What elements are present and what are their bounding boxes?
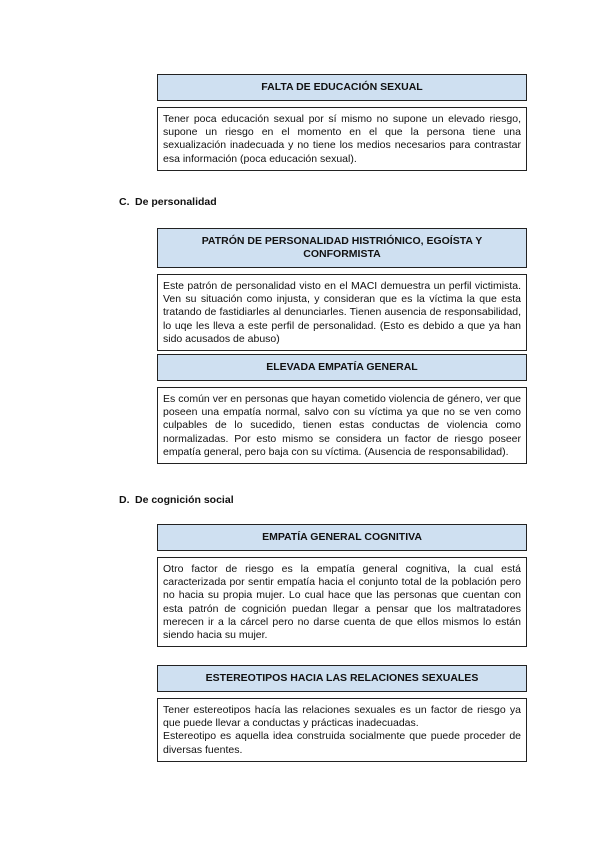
block-body: Tener poca educación sexual por sí mismo no supone un elevado riesgo, supone un riesgo en el momento en el que la persona tiene una sexualización inadecuada y no tiene los medios necesarios para contrastar esa información (poca educación sexual).: [157, 107, 527, 171]
block-header: EMPATÍA GENERAL COGNITIVA: [157, 524, 527, 551]
block-elevada-empatia: [157, 354, 527, 464]
block-header: ESTEREOTIPOS HACIA LAS RELACIONES SEXUALES: [157, 665, 527, 692]
section-letter: C.: [119, 196, 130, 208]
section-heading-d: [119, 494, 234, 506]
block-patron-personalidad: [157, 228, 527, 351]
body-paragraph-1: Tener estereotipos hacía las relaciones sexuales es un factor de riesgo ya que puede llevar a conductas y prácticas inadecuadas.: [163, 704, 521, 730]
block-header: PATRÓN DE PERSONALIDAD HISTRIÓNICO, EGOÍSTA Y CONFORMISTA: [157, 228, 527, 268]
block-header: FALTA DE EDUCACIÓN SEXUAL: [157, 74, 527, 101]
block-body: Otro factor de riesgo es la empatía general cognitiva, la cual está caracterizada por sentir empatía hacia el conjunto total de la población pero no hacia su propia mujer. Lo cual hace que las personas que cuentan con esta patrón de cognición puedan llegar a pensar que los maltratadores merecen ir a la cárcel pero no darse cuenta de que ellos mismos lo están siendo hacia su mujer.: [157, 557, 527, 647]
section-heading-c: [119, 196, 217, 208]
block-body: Es común ver en personas que hayan cometido violencia de género, ver que poseen una empatía normal, salvo con su víctima ya que no se ven como culpables de lo sucedido, tienen estas conductas de violencia como normalizadas. Por esto mismo se considera un factor de riesgo poseer empatía general, pero baja con su víctima. (Ausencia de responsabilidad).: [157, 387, 527, 464]
section-letter: D.: [119, 494, 130, 506]
block-empatia-cognitiva: [157, 524, 527, 647]
section-title: De cognición social: [135, 494, 234, 506]
block-header: ELEVADA EMPATÍA GENERAL: [157, 354, 527, 381]
body-paragraph-2: Estereotipo es aquella idea construida socialmente que puede proceder de diversas fuentes.: [163, 730, 521, 756]
section-title: De personalidad: [135, 196, 217, 208]
block-estereotipos: [157, 665, 527, 762]
block-falta-educacion-sexual: [157, 74, 527, 171]
block-body: Este patrón de personalidad visto en el MACI demuestra un perfil victimista. Ven su situación como injusta, y consideran que es la víctima la que esta tratando de fastidiarles al denunciarles. Tienen ausencia de responsabilidad, lo uqe les lleva a este perfil de personalidad. (Esto es debido a que ya han sido acusados de abuso): [157, 274, 527, 351]
block-body: [157, 698, 527, 762]
